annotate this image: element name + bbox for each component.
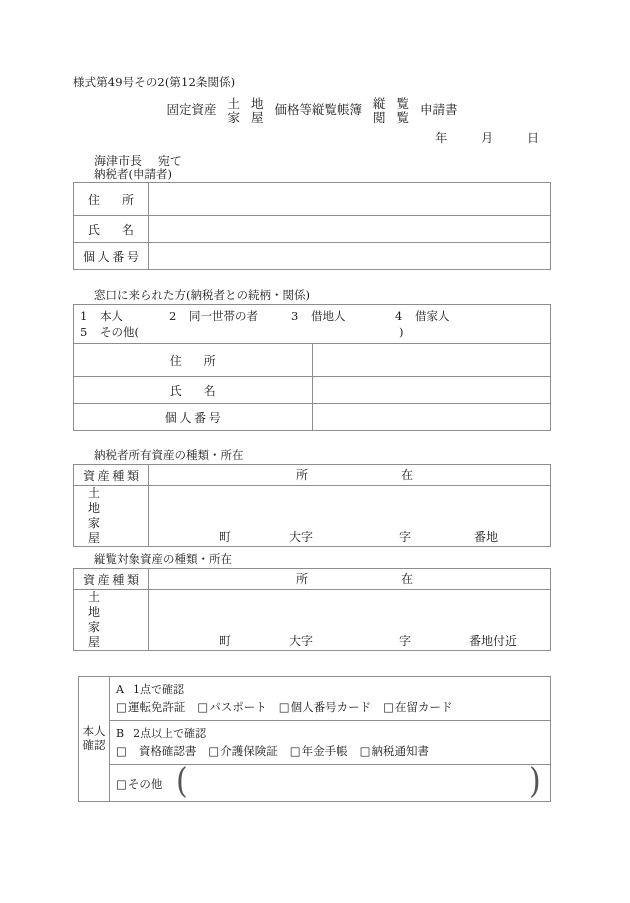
target-loc-field-machi: 町 xyxy=(219,634,232,648)
checkbox-mynumber-card[interactable]: □個人番号カード xyxy=(278,700,372,714)
target-assets-location-header xyxy=(149,569,551,590)
visitor-mynumber-input[interactable] xyxy=(312,404,551,431)
relationship-option-1[interactable]: 1 本人 xyxy=(80,309,123,323)
checkbox-drivers-license[interactable]: □運転免許証 xyxy=(116,700,186,714)
date-line xyxy=(73,129,551,146)
table-row xyxy=(74,216,551,243)
checkbox-nursing-insurance[interactable]: □介護保険証 xyxy=(208,744,278,758)
relationship-options-row-1 xyxy=(74,308,550,324)
target-loc-field-banchi-fukin: 番地付近 xyxy=(469,634,518,648)
checkbox-tax-notice[interactable]: □納税通知書 xyxy=(359,744,429,758)
relationship-option-4[interactable]: 4 借家人 xyxy=(395,309,450,323)
checkbox-icon: □ xyxy=(208,744,220,758)
visitor-name-input[interactable] xyxy=(312,377,551,404)
form-title xyxy=(73,97,551,124)
target-assets-caption: 縦覧対象資産の種類・所在 xyxy=(94,552,232,566)
visitor-address-input[interactable] xyxy=(312,344,551,377)
relationship-option-5-close-paren: ) xyxy=(399,325,404,339)
checkbox-icon: □ xyxy=(289,744,301,758)
title-stack-juran-etsuran-1: 縦 閲 xyxy=(373,96,386,125)
owned-loc-header-zai: 在 xyxy=(401,468,414,482)
target-assets-type-values[interactable]: 土 地 家 屋 xyxy=(74,590,149,651)
relationship-options-cell xyxy=(74,305,551,344)
checkbox-icon: □ xyxy=(197,700,209,714)
table-row xyxy=(74,344,551,377)
taxpayer-address-label-cell: 住所 xyxy=(74,183,149,216)
addressee-name: 海津市長 xyxy=(94,154,143,168)
verification-group-b xyxy=(110,721,551,765)
target-assets-table xyxy=(73,568,551,651)
title-suffix: 申請書 xyxy=(420,102,458,118)
visitor-table xyxy=(73,304,551,431)
table-row xyxy=(74,486,551,547)
applicant-caption: 納税者(申請者) xyxy=(94,167,172,181)
identity-verification-side-label-text: 本人確認 xyxy=(82,724,106,752)
verification-group-a xyxy=(110,677,551,721)
group-a-letter: A xyxy=(116,683,124,696)
owned-loc-field-oaza: 大字 xyxy=(289,530,314,544)
title-middle: 価格等縦覧帳簿 xyxy=(274,102,362,118)
group-b-letter: B xyxy=(116,727,125,740)
table-row xyxy=(74,183,551,216)
owned-assets-location-input[interactable] xyxy=(149,486,551,547)
target-assets-type-header: 資産種類 xyxy=(74,569,149,590)
owned-loc-field-machi: 町 xyxy=(219,530,232,544)
target-loc-header-sho: 所 xyxy=(296,572,309,586)
table-row xyxy=(74,465,551,486)
owned-loc-field-aza: 字 xyxy=(399,530,412,544)
checkbox-icon: □ xyxy=(383,700,394,714)
other-paren-open: ( xyxy=(176,761,188,802)
title-stack-land-house: 土 家 xyxy=(227,96,240,125)
group-b-title: 2点以上で確認 xyxy=(133,727,207,740)
title-prefix: 固定資産 xyxy=(166,102,217,118)
owned-assets-table xyxy=(73,464,551,547)
taxpayer-name-label-cell: 氏名 xyxy=(74,216,149,243)
relationship-option-5[interactable]: 5 その他( xyxy=(80,325,139,339)
date-year-label: 年 xyxy=(435,131,448,145)
taxpayer-mynumber-input[interactable] xyxy=(149,243,551,270)
date-month-label: 月 xyxy=(481,131,494,145)
addressee-suffix: 宛て xyxy=(157,154,182,168)
title-stack-chi-oku: 地 屋 xyxy=(250,96,264,125)
owned-assets-type-header: 資産種類 xyxy=(74,465,149,486)
checkbox-pension-book[interactable]: □年金手帳 xyxy=(289,744,348,758)
table-row xyxy=(79,677,551,721)
visitor-mynumber-label-cell: 個人番号 xyxy=(74,404,313,431)
table-row xyxy=(74,305,551,344)
owned-loc-header-sho: 所 xyxy=(296,468,309,482)
checkbox-icon: □ xyxy=(359,744,371,758)
owned-assets-caption: 納税者所有資産の種類・所在 xyxy=(94,448,244,462)
visitor-name-label-cell: 氏名 xyxy=(74,377,313,404)
checkbox-qualification-certificate[interactable]: □ 資格確認書 xyxy=(116,744,197,758)
target-loc-field-aza: 字 xyxy=(399,634,412,648)
form-number: 様式第49号その2(第12条関係) xyxy=(73,75,236,89)
date-day-label: 日 xyxy=(526,131,539,145)
checkbox-icon: □ xyxy=(116,777,127,791)
checkbox-icon: □ xyxy=(116,700,127,714)
checkbox-residence-card[interactable]: □在留カード xyxy=(383,700,453,714)
table-row xyxy=(79,765,551,802)
verification-other-row xyxy=(110,761,551,802)
title-stack-juran-etsuran-2: 覧 覧 xyxy=(396,96,410,125)
taxpayer-mynumber-label-cell: 個人番号 xyxy=(74,243,149,270)
checkbox-icon: □ xyxy=(278,700,290,714)
taxpayer-address-input[interactable] xyxy=(149,183,551,216)
identity-verification-side-label xyxy=(79,677,110,802)
checkbox-icon: □ xyxy=(116,744,127,758)
visitor-caption: 窓口に来られた方(納税者との続柄・関係) xyxy=(94,288,310,302)
owned-loc-field-banchi: 番地 xyxy=(474,530,499,544)
group-a-title: 1点で確認 xyxy=(132,683,184,696)
table-row xyxy=(74,590,551,651)
checkbox-passport[interactable]: □パスポート xyxy=(197,700,267,714)
taxpayer-table xyxy=(73,182,551,270)
relationship-option-2[interactable]: 2 同一世帯の者 xyxy=(169,309,258,323)
taxpayer-name-input[interactable] xyxy=(149,216,551,243)
relationship-options-row-2 xyxy=(74,324,550,340)
table-row xyxy=(74,243,551,270)
table-row xyxy=(74,377,551,404)
owned-assets-type-values[interactable]: 土 地 家 屋 xyxy=(74,486,149,547)
visitor-address-label-cell: 住所 xyxy=(74,344,313,377)
other-paren-close: ) xyxy=(529,761,541,802)
table-row xyxy=(74,404,551,431)
target-loc-header-zai: 在 xyxy=(401,572,414,586)
checkbox-other[interactable]: □その他 xyxy=(116,777,163,791)
identity-verification-table xyxy=(78,676,551,802)
relationship-option-3[interactable]: 3 借地人 xyxy=(291,309,346,323)
target-loc-field-oaza: 大字 xyxy=(289,634,314,648)
table-row xyxy=(79,721,551,765)
target-assets-location-input[interactable] xyxy=(149,590,551,651)
table-row xyxy=(74,569,551,590)
owned-assets-location-header xyxy=(149,465,551,486)
